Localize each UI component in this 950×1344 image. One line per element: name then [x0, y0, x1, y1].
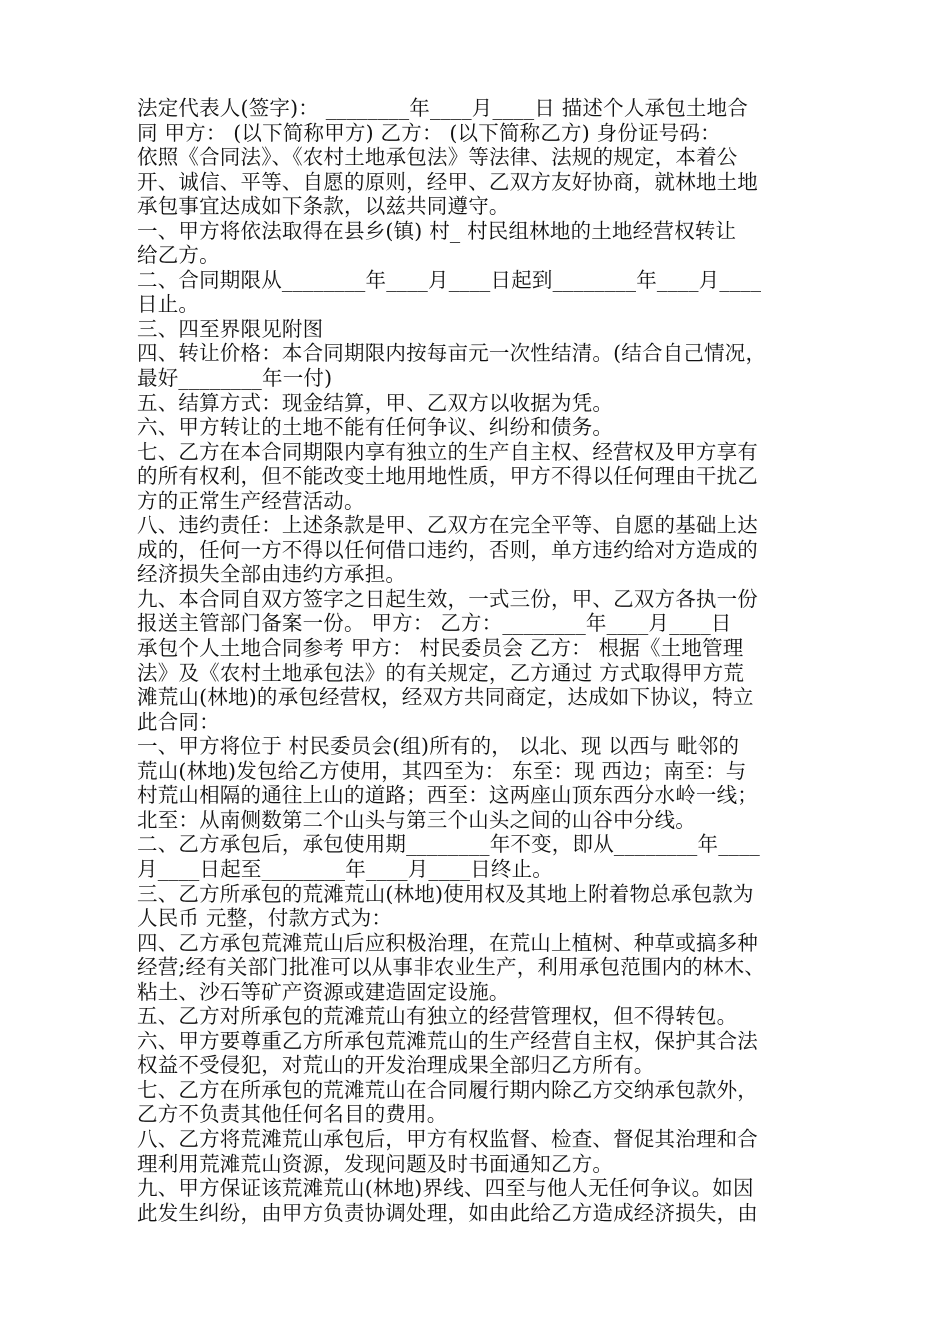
text-line: 此发生纠纷，由甲方负责协调处理，如由此给乙方造成经济损失，由 [137, 1200, 758, 1225]
text-line: 给乙方。 [137, 243, 220, 268]
text-line: 六、甲方转让的土地不能有任何争议、纠纷和债务。 [137, 415, 614, 440]
text-line: 三、乙方所承包的荒滩荒山(林地)使用权及其地上附着物总承包款为 [137, 881, 754, 906]
text-line: 法》及《农村土地承包法》的有关规定，乙方通过 方式取得甲方荒 [137, 660, 745, 685]
text-line: 理利用荒滩荒山资源，发现问题及时书面通知乙方。 [137, 1151, 614, 1176]
contract-text [137, 96, 817, 1225]
text-line: 承包事宜达成如下条款，以兹共同遵守。 [137, 194, 510, 219]
text-line: 四、转让价格：本合同期限内按每亩元一次性结清。(结合自己情况， [137, 341, 767, 366]
text-line: 法定代表人(签字)： ________年____月____日 描述个人承包土地合 [137, 96, 749, 120]
text-line: 方的正常生产经营活动。 [137, 488, 365, 513]
text-line: 荒山(林地)发包给乙方使用，其四至为： 东至：现 西边；南至：与 [137, 758, 747, 783]
text-line: 同 甲方： (以下简称甲方) 乙方： (以下简称乙方) 身份证号码： [137, 120, 721, 145]
text-line: 北至：从南侧数第二个山头与第三个山头之间的山谷中分线。 [137, 807, 696, 832]
text-line: 权益不受侵犯，对荒山的开发治理成果全部归乙方所有。 [137, 1053, 655, 1078]
text-line: 九、甲方保证该荒滩荒山(林地)界线、四至与他人无任何争议。如因 [137, 1176, 754, 1201]
text-line: 经济损失全部由违约方承担。 [137, 562, 407, 587]
text-line: 此合同： [137, 709, 220, 734]
text-line: 滩荒山(林地)的承包经营权，经双方共同商定，达成如下协议，特立 [137, 685, 754, 710]
text-line: 经营;经有关部门批准可以从事非农业生产，利用承包范围内的林木、 [137, 955, 766, 980]
text-line: 最好________年一付) [137, 366, 333, 391]
text-line: 二、乙方承包后，承包使用期________年不变，即从________年____ [137, 832, 760, 857]
text-line: 日止。 [137, 292, 200, 317]
text-line: 村荒山相隔的通往上山的道路；西至：这两座山顶东西分水岭一线； [137, 783, 758, 808]
text-line: 承包个人土地合同参考 甲方： 村民委员会 乙方： 根据《土地管理 [137, 636, 744, 661]
text-line: 依照《合同法》、《农村土地承包法》等法律、法规的规定，本着公 [137, 145, 738, 170]
text-line: 八、乙方将荒滩荒山承包后，甲方有权监督、检查、督促其治理和合 [137, 1126, 758, 1151]
text-line: 开、诚信、平等、自愿的原则，经甲、乙双方友好协商，就林地土地 [137, 169, 758, 194]
text-line: 七、乙方在所承包的荒滩荒山在合同履行期内除乙方交纳承包款外， [137, 1077, 758, 1102]
text-line: 月____日起至________年____月____日终止。 [137, 856, 553, 881]
text-line: 三、四至界限见附图 [137, 316, 324, 341]
text-line: 二、合同期限从________年____月____日起到________年____月____ [137, 267, 762, 292]
text-line: 成的，任何一方不得以任何借口违约，否则，单方违约给对方造成的 [137, 537, 758, 562]
text-line: 五、乙方对所承包的荒滩荒山有独立的经营管理权，但不得转包。 [137, 1004, 738, 1029]
text-line: 人民币 元整，付款方式为： [137, 906, 393, 931]
text-line: 的所有权利，但不能改变土地用地性质，甲方不得以任何理由干扰乙 [137, 464, 758, 489]
text-line: 六、甲方要尊重乙方所承包荒滩荒山的生产经营自主权，保护其合法 [137, 1028, 758, 1053]
text-line: 四、乙方承包荒滩荒山后应积极治理，在荒山上植树、种草或搞多种 [137, 930, 758, 955]
text-line: 五、结算方式：现金结算，甲、乙双方以收据为凭。 [137, 390, 614, 415]
text-line: 粘土、沙石等矿产资源或建造固定设施。 [137, 979, 510, 1004]
text-line: 九、本合同自双方签字之日起生效，一式三份，甲、乙双方各执一份 [137, 586, 758, 611]
text-line: 八、违约责任：上述条款是甲、乙双方在完全平等、自愿的基础上达 [137, 513, 758, 538]
text-line: 乙方不负责其他任何名目的费用。 [137, 1102, 448, 1127]
text-line: 七、乙方在本合同期限内享有独立的生产自主权、经营权及甲方享有 [137, 439, 758, 464]
text-line: 一、甲方将位于 村民委员会(组)所有的， 以北、现 以西与 毗邻的 [137, 734, 740, 759]
text-line: 报送主管部门备案一份。 甲方： 乙方：________年____月____日 [137, 611, 732, 636]
text-line: 一、甲方将依法取得在县乡(镇) 村_ 村民组林地的土地经营权转让 [137, 218, 737, 243]
